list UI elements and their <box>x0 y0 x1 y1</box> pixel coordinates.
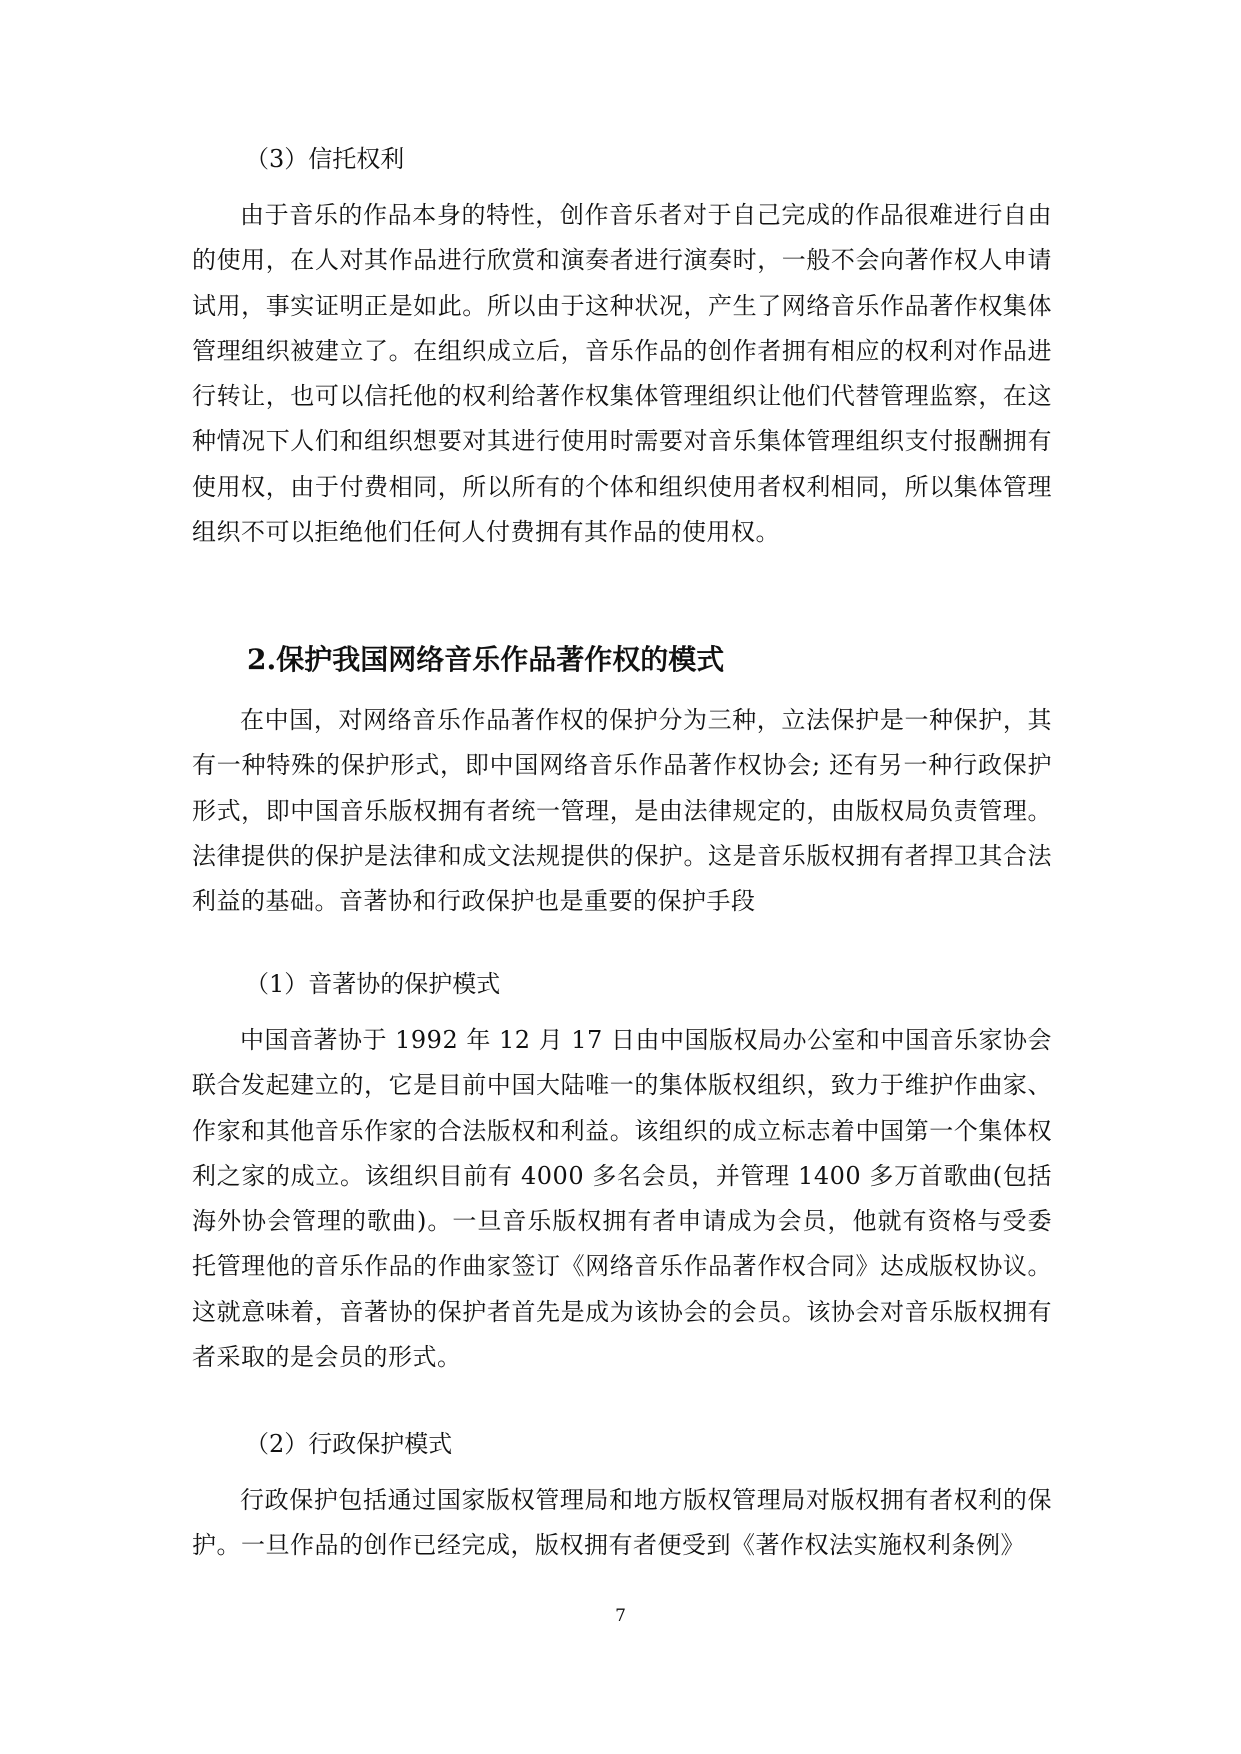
paragraph-mcsc-mode: 中国音著协于 1992 年 12 月 17 日由中国版权局办公室和中国音乐家协会联合发起建立的，它是目前中国大陆唯一的集体版权组织，致力于维护作曲家、作家和其他音乐作家的合法版权和利益。该组织的成立标志着中国第一个集体权利之家的成立。该组织目前有 4000 多名会员，并管理 1400 多万首歌曲(包括海外协会管理的歌曲)。一旦音乐版权拥有者申请成为会员，他就有资格与受委托管理他的音乐作品的作曲家签订《网络音乐作品著作权合同》达成版权协议。这就意味着，音著协的保护者首先是成为该协会的会员。该协会对音乐版权拥有者采取的是会员的形式。 <box>192 1026 1052 1372</box>
subheading-trust-rights: （3）信托权利 <box>245 145 405 173</box>
paragraph-administrative-mode: 行政保护包括通过国家版权管理局和地方版权管理局对版权拥有者权利的保护。一旦作品的创作已经完成，版权拥有者便受到《著作权法实施权利条例》 <box>192 1486 1052 1560</box>
paragraph-trust-rights: 由于音乐的作品本身的特性，创作音乐者对于自己完成的作品很难进行自由的使用，在人对其作品进行欣赏和演奏者进行演奏时，一般不会向著作权人申请试用，事实证明正是如此。所以由于这种状况，产生了网络音乐作品著作权集体管理组织被建立了。在组织成立后，音乐作品的创作者拥有相应的权利对作品进行转让，也可以信托他的权利给著作权集体管理组织让他们代替管理监察，在这种情况下人们和组织想要对其进行使用时需要对音乐集体管理组织支付报酬拥有使用权，由于付费相同，所以所有的个体和组织使用者权利相同，所以集体管理组织不可以拒绝他们任何人付费拥有其作品的使用权。 <box>192 201 1052 547</box>
section-title: 2.保护我国网络音乐作品著作权的模式 <box>247 643 725 676</box>
subheading-administrative-mode: （2）行政保护模式 <box>245 1430 453 1458</box>
subheading-mcsc-mode: （1）音著协的保护模式 <box>245 970 501 998</box>
page-number: 7 <box>615 1606 626 1626</box>
paragraph-protection-modes: 在中国，对网络音乐作品著作权的保护分为三种，立法保护是一种保护，其有一种特殊的保护形式，即中国网络音乐作品著作权协会; 还有另一种行政保护形式，即中国音乐版权拥有者统一管理，是由法律规定的，由版权局负责管理。法律提供的保护是法律和成文法规提供的保护。这是音乐版权拥有者捍卫其合法利益的基础。音著协和行政保护也是重要的保护手段 <box>192 706 1052 916</box>
